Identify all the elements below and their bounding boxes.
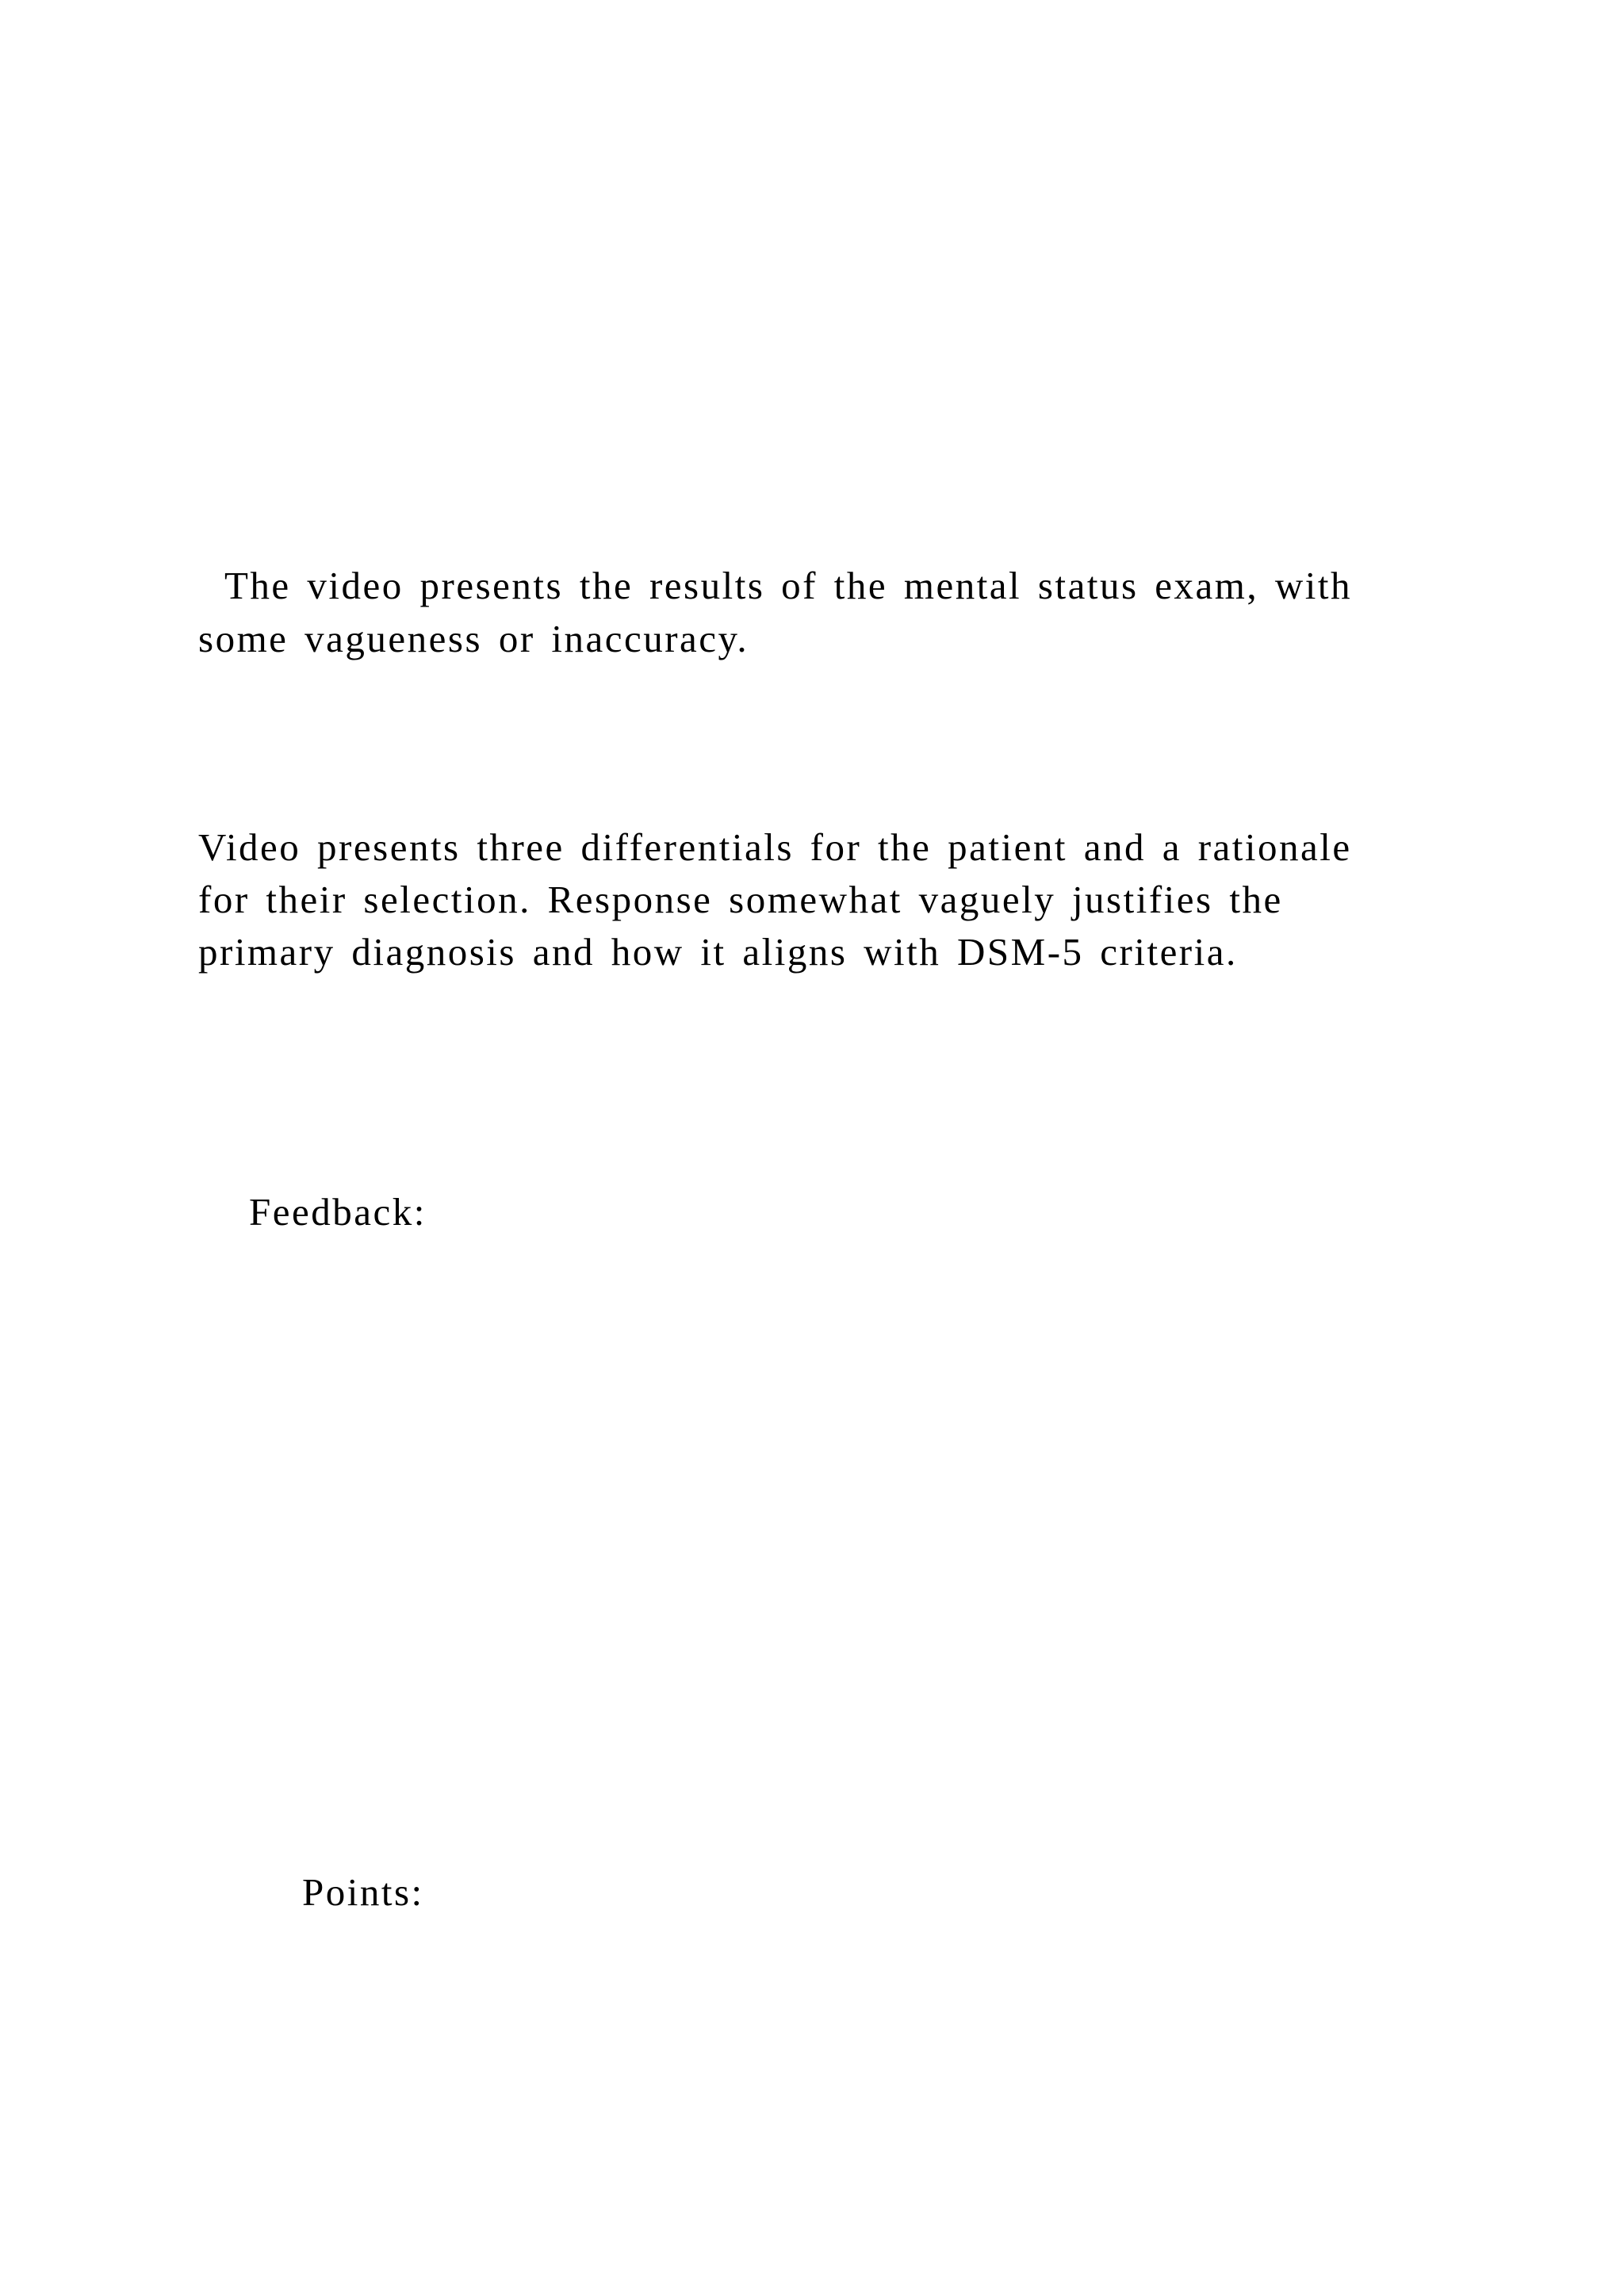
paragraph-line: Video presents three differentials for the patient and a rationale bbox=[198, 825, 1352, 869]
feedback-label: Feedback: bbox=[249, 1190, 427, 1234]
paragraph-line: primary diagnosis and how it aligns with DSM-5 criteria. bbox=[198, 930, 1238, 974]
points-label: Points: bbox=[302, 1870, 424, 1914]
paragraph-line: for their selection. Response somewhat vaguely justifies the bbox=[198, 878, 1283, 921]
paragraph-line: some vagueness or inaccuracy. bbox=[198, 617, 749, 660]
paragraph-line: The video presents the results of the mental status exam, with bbox=[224, 564, 1353, 607]
